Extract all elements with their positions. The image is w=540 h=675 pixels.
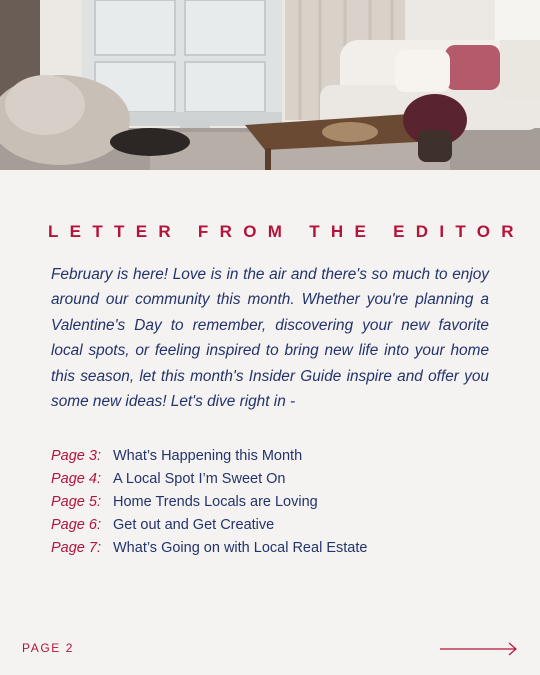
toc-page-number: Page 6: (51, 516, 101, 533)
toc-page-number: Page 3: (51, 447, 101, 464)
toc-item[interactable] (51, 467, 491, 490)
toc-title: What’s Happening this Month (113, 447, 303, 464)
toc-title: A Local Spot I’m Sweet On (113, 470, 286, 487)
page-number-label: PAGE 2 (22, 641, 75, 655)
toc-title: What’s Going on with Local Real Estate (113, 539, 368, 556)
arrow-right-icon[interactable] (440, 641, 520, 657)
toc-title: Get out and Get Creative (113, 516, 275, 533)
toc-page-number: Page 7: (51, 539, 101, 556)
hero-photo-living-room (0, 0, 540, 170)
toc-item[interactable] (51, 536, 491, 559)
toc-page-number: Page 4: (51, 470, 101, 487)
toc-page-number: Page 5: (51, 493, 101, 510)
section-heading: LETTER FROM THE EDITOR (48, 222, 525, 241)
toc-title: Home Trends Locals are Loving (113, 493, 318, 510)
toc-item[interactable] (51, 513, 491, 536)
toc-item[interactable] (51, 490, 491, 513)
table-of-contents (51, 444, 491, 559)
toc-item[interactable] (51, 444, 491, 467)
editor-letter-text: February is here! Love is in the air and there's so much to enjoy around our community this month. Whether you're planning a Valentine's Day to remember, discovering your new favorite local spots, or feeling inspired to bring new life into your home this season, let this month's Insider Guide inspire and offer you some new ideas! Let's dive right in - (51, 266, 489, 411)
